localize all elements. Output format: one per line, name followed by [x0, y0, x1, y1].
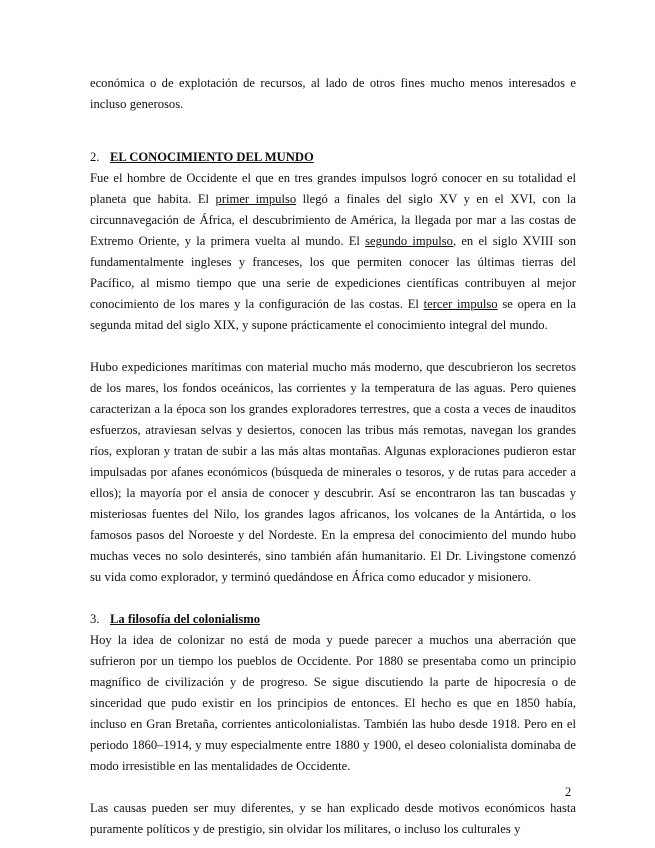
section-3-number: 3. [90, 612, 100, 626]
section-2-title: EL CONOCIMIENTO DEL MUNDO [110, 150, 314, 164]
primer-impulso-term: primer impulso [215, 192, 297, 206]
document-body [90, 73, 576, 840]
section-2-p1-text-c: , en el siglo XVIII son fundamentalmente ingleses y franceses, los que permiten conocer las últimas tierras del Pacífico, al mismo tiempo que una serie de expediciones científicas contribuyen al mejor conocimiento de los mares y la configuración de las costas. El [90, 234, 576, 311]
page-number: 2 [565, 785, 572, 799]
section-2-heading [90, 147, 576, 168]
section-2-p1-text-b: llegó a finales del siglo XV y en el XVI, con la circunnavegación de África, el descubrimiento de América, la llegada por mar a las costas de Extremo Oriente, y la primera vuelta al mundo. El [90, 192, 576, 248]
tercer-impulso-term: tercer impulso [423, 297, 498, 311]
section-3-title: La filosofía del colonialismo [110, 612, 261, 626]
section-2-p1-text-d: se opera en la segunda mitad del siglo XIX, y supone prácticamente el conocimiento integral del mundo. [90, 297, 576, 332]
section-2-paragraph-2: Hubo expediciones marítimas con material mucho más moderno, que descubrieron los secretos de los mares, los fondos oceánicos, las corrientes y la temperatura de las aguas. Pero quienes caracterizan a la época son los grandes exploradores terrestres, que a costa a veces de inauditos esfuerzos, atraviesan selvas y desiertos, conocen las tribus más remotas, navegan los grandes ríos, exploran y tratan de subir a las más altas montañas. Algunas exploraciones pudieron estar impulsadas por afanes económicos (búsqueda de minerales o tesoros, y de rutas para acceder a ellos); la mayoría por el ansia de conocer y descubrir. Así se encontraron las tan buscadas y misteriosas fuentes del Nilo, los grandes lagos africanos, los volcanes de la Antártida, o los famosos pasos del Noroeste y del Nordeste. En la empresa del conocimiento del mundo hubo muchas veces no solo desinterés, sino también afán humanitario. El Dr. Livingstone comenzó su vida como explorador, y terminó quedándose en África como educador y misionero. [90, 360, 576, 584]
section-3-heading [90, 609, 576, 630]
section-3-paragraph-1: Hoy la idea de colonizar no está de moda y puede parecer a muchos una aberración que sufrieron por un tiempo los pueblos de Occidente. Por 1880 se presentaba como un principio magnífico de civilización y de progreso. Se sigue discutiendo la parte de hipocresía o de sinceridad que pudo existir en los principios de entonces. El hecho es que en 1850 había, incluso en Gran Bretaña, corrientes anticolonialistas. También las hubo desde 1918. Pero en el periodo 1860–1914, y muy especialmente entre 1880 y 1900, el deseo colonialista dominaba de modo irresistible en las mentalidades de Occidente. [90, 633, 576, 773]
intro-paragraph: económica o de explotación de recursos, al lado de otros fines mucho menos interesados e incluso generosos. [90, 76, 576, 111]
segundo-impulso-term: segundo impulso [365, 234, 453, 248]
section-2-paragraph-1 [90, 168, 576, 336]
section-2-number: 2. [90, 150, 100, 164]
section-3-paragraph-2: Las causas pueden ser muy diferentes, y se han explicado desde motivos económicos hasta puramente políticos y de prestigio, sin olvidar los militares, o incluso los culturales y [90, 801, 576, 836]
section-2-p1-text-a: Fue el hombre de Occidente el que en tres grandes impulsos logró conocer en su totalidad el planeta que habita. El [90, 171, 576, 206]
